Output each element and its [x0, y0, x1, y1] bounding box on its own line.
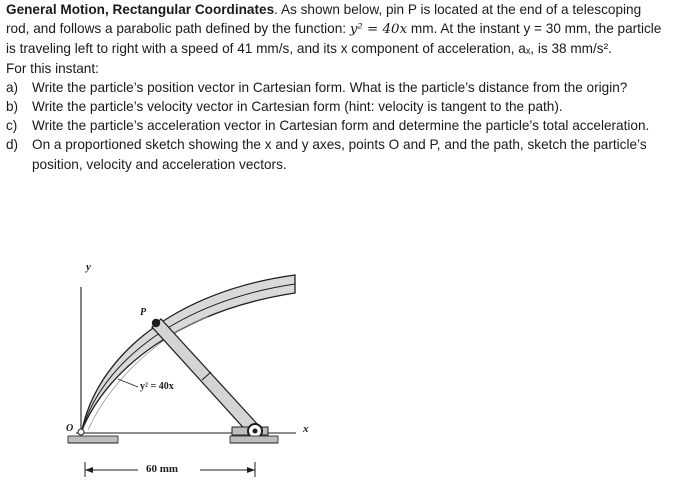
ground-right: [230, 436, 278, 443]
intro-text-2: At the instant y = 30 mm, the particle is traveling left to right with a speed of 41 mm/s, and its x component of acceleration, aₓ, is 38 mm/s².: [6, 21, 662, 57]
curve-equation-label: y² = 40x: [140, 381, 174, 392]
problem-intro: [6, 0, 668, 59]
intro-text-1: . As shown below, pin P is located at the end of a telescoping rod, and follows a parabolic path defined by the function:: [6, 2, 642, 37]
question-a: [6, 78, 668, 97]
question-label: c): [6, 118, 18, 134]
point-p-label: P: [140, 307, 147, 318]
dimension-arrow-right: [247, 467, 255, 473]
problem-text: [6, 0, 668, 174]
ground-left: [68, 436, 118, 443]
x-axis-label: x: [303, 423, 309, 435]
question-text: Write the particle’s acceleration vector in Cartesian form and determine the particle’s total acceleration.: [32, 118, 650, 134]
question-text: Write the particle’s velocity vector in Cartesian form (hint: velocity is tangent to the path).: [32, 99, 563, 115]
pivot-pin: [253, 429, 258, 434]
question-label: d): [6, 137, 19, 153]
question-b: [6, 97, 668, 116]
curve-label-leader: [118, 379, 138, 387]
equation-unit: mm.: [407, 21, 438, 37]
dimension-label: 60 mm: [146, 463, 179, 475]
pin-p: [152, 319, 160, 327]
telescoping-rod-figure: [58, 255, 330, 485]
question-label: b): [6, 99, 19, 115]
parabola-equation: y² = 40x: [349, 22, 408, 38]
dimension-arrow-left: [85, 467, 93, 473]
figure-drawing: [58, 255, 330, 485]
for-this-instant: For this instant:: [6, 60, 99, 76]
origin-point: [78, 429, 84, 435]
origin-label: O: [66, 423, 74, 434]
question-d: [6, 135, 668, 173]
y-axis-label: y: [86, 261, 91, 273]
question-text: Write the particle’s position vector in Cartesian form. What is the particle’s distance from the origin?: [32, 79, 628, 95]
problem-title: General Motion, Rectangular Coordinates: [6, 2, 275, 17]
question-text: On a proportioned sketch showing the x and y axes, points O and P, and the path, sketch the particle’s position, velocity and acceleration vectors.: [32, 137, 647, 172]
question-c: [6, 116, 668, 135]
question-label: a): [6, 79, 19, 95]
